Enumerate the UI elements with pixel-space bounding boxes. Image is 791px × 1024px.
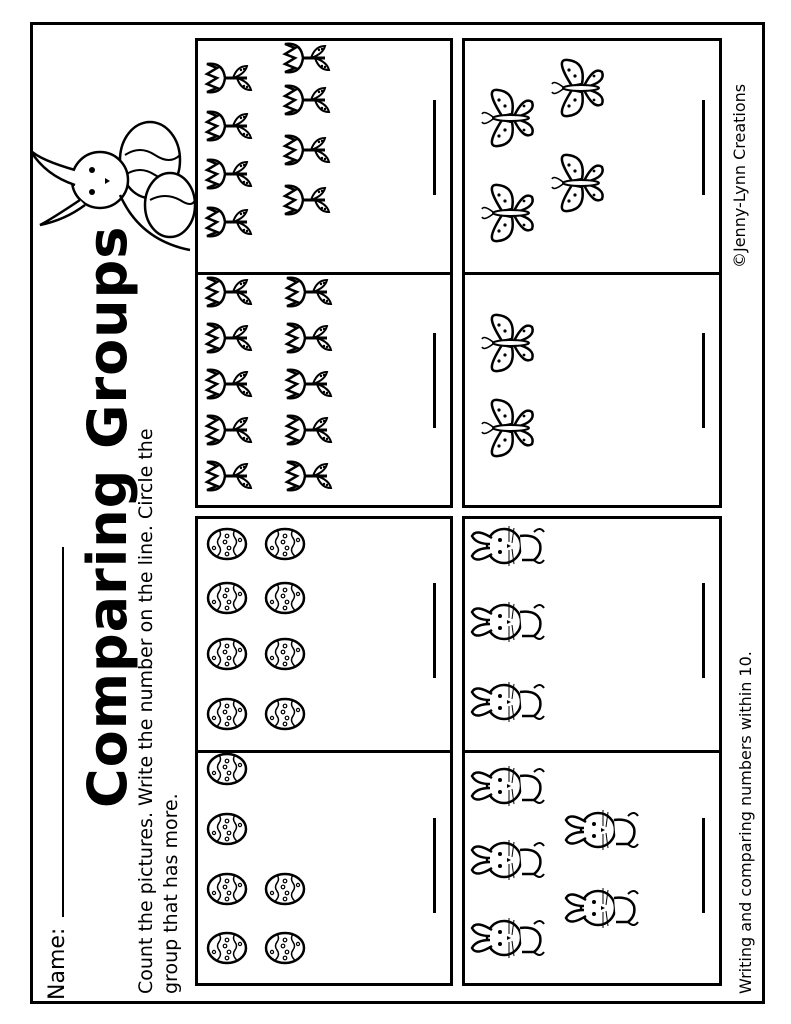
bunny-groups [462,516,722,986]
egg-groups [195,516,453,986]
bunny-icon [472,918,544,958]
tulip-icon [287,324,331,352]
bunny-icon [472,682,544,722]
easter-egg-icon [208,754,246,784]
bunny-icon [566,888,638,928]
tulip-icon [285,136,329,164]
butterfly-icon [482,90,533,146]
tulip-icon [207,462,251,490]
instructions-line-1: Count the pictures. Write the number on the line. Circle the [135,428,157,994]
tulip-icon [285,44,329,72]
easter-egg-icon [208,874,246,904]
easter-egg-icon [208,639,246,669]
tulip-icon [207,160,251,188]
name-line [42,547,64,917]
easter-egg-icon [266,699,304,729]
butterfly-icon [552,155,603,211]
tulip-icon [207,64,251,92]
tulip-icon [207,208,251,236]
page-title: Comparing Groups [76,225,139,808]
tulip-icon [207,278,251,306]
butterfly-icon [482,315,533,371]
butterfly-icon [482,400,533,456]
tulip-icon [207,416,251,444]
butterfly-icon [482,185,533,241]
bunny-icon [472,766,544,806]
copyright: ©Jenny-Lynn Creations [730,83,749,268]
instructions-line-2: group that has more. [160,793,182,994]
easter-egg-icon [208,583,246,613]
tulip-icon [287,462,331,490]
bunny-icon [566,810,638,850]
easter-egg-icon [208,699,246,729]
tulip-icon [285,186,329,214]
tulip-icon [285,86,329,114]
tulip-icon [287,370,331,398]
tulip-icon [287,278,331,306]
butterfly-icon [552,60,603,116]
tulip-icon [287,416,331,444]
easter-egg-icon [266,583,304,613]
bunny-icon [472,602,544,642]
bunny-icon [472,526,544,566]
easter-egg-icon [208,529,246,559]
tulip-icon [207,370,251,398]
bunny-icon [472,840,544,880]
easter-egg-icon [266,874,304,904]
name-label: Name: [45,927,70,1000]
name-field [42,547,70,1000]
bunny-with-eggs-illustration [30,100,200,260]
easter-egg-icon [208,933,246,963]
butterfly-groups [462,38,722,508]
tulip-icon [207,112,251,140]
footer-note: Writing and comparing numbers within 10. [736,651,755,994]
easter-egg-icon [266,639,304,669]
easter-egg-icon [266,529,304,559]
tulip-icon [207,324,251,352]
tulip-groups [195,38,453,508]
easter-egg-icon [266,933,304,963]
easter-egg-icon [208,814,246,844]
